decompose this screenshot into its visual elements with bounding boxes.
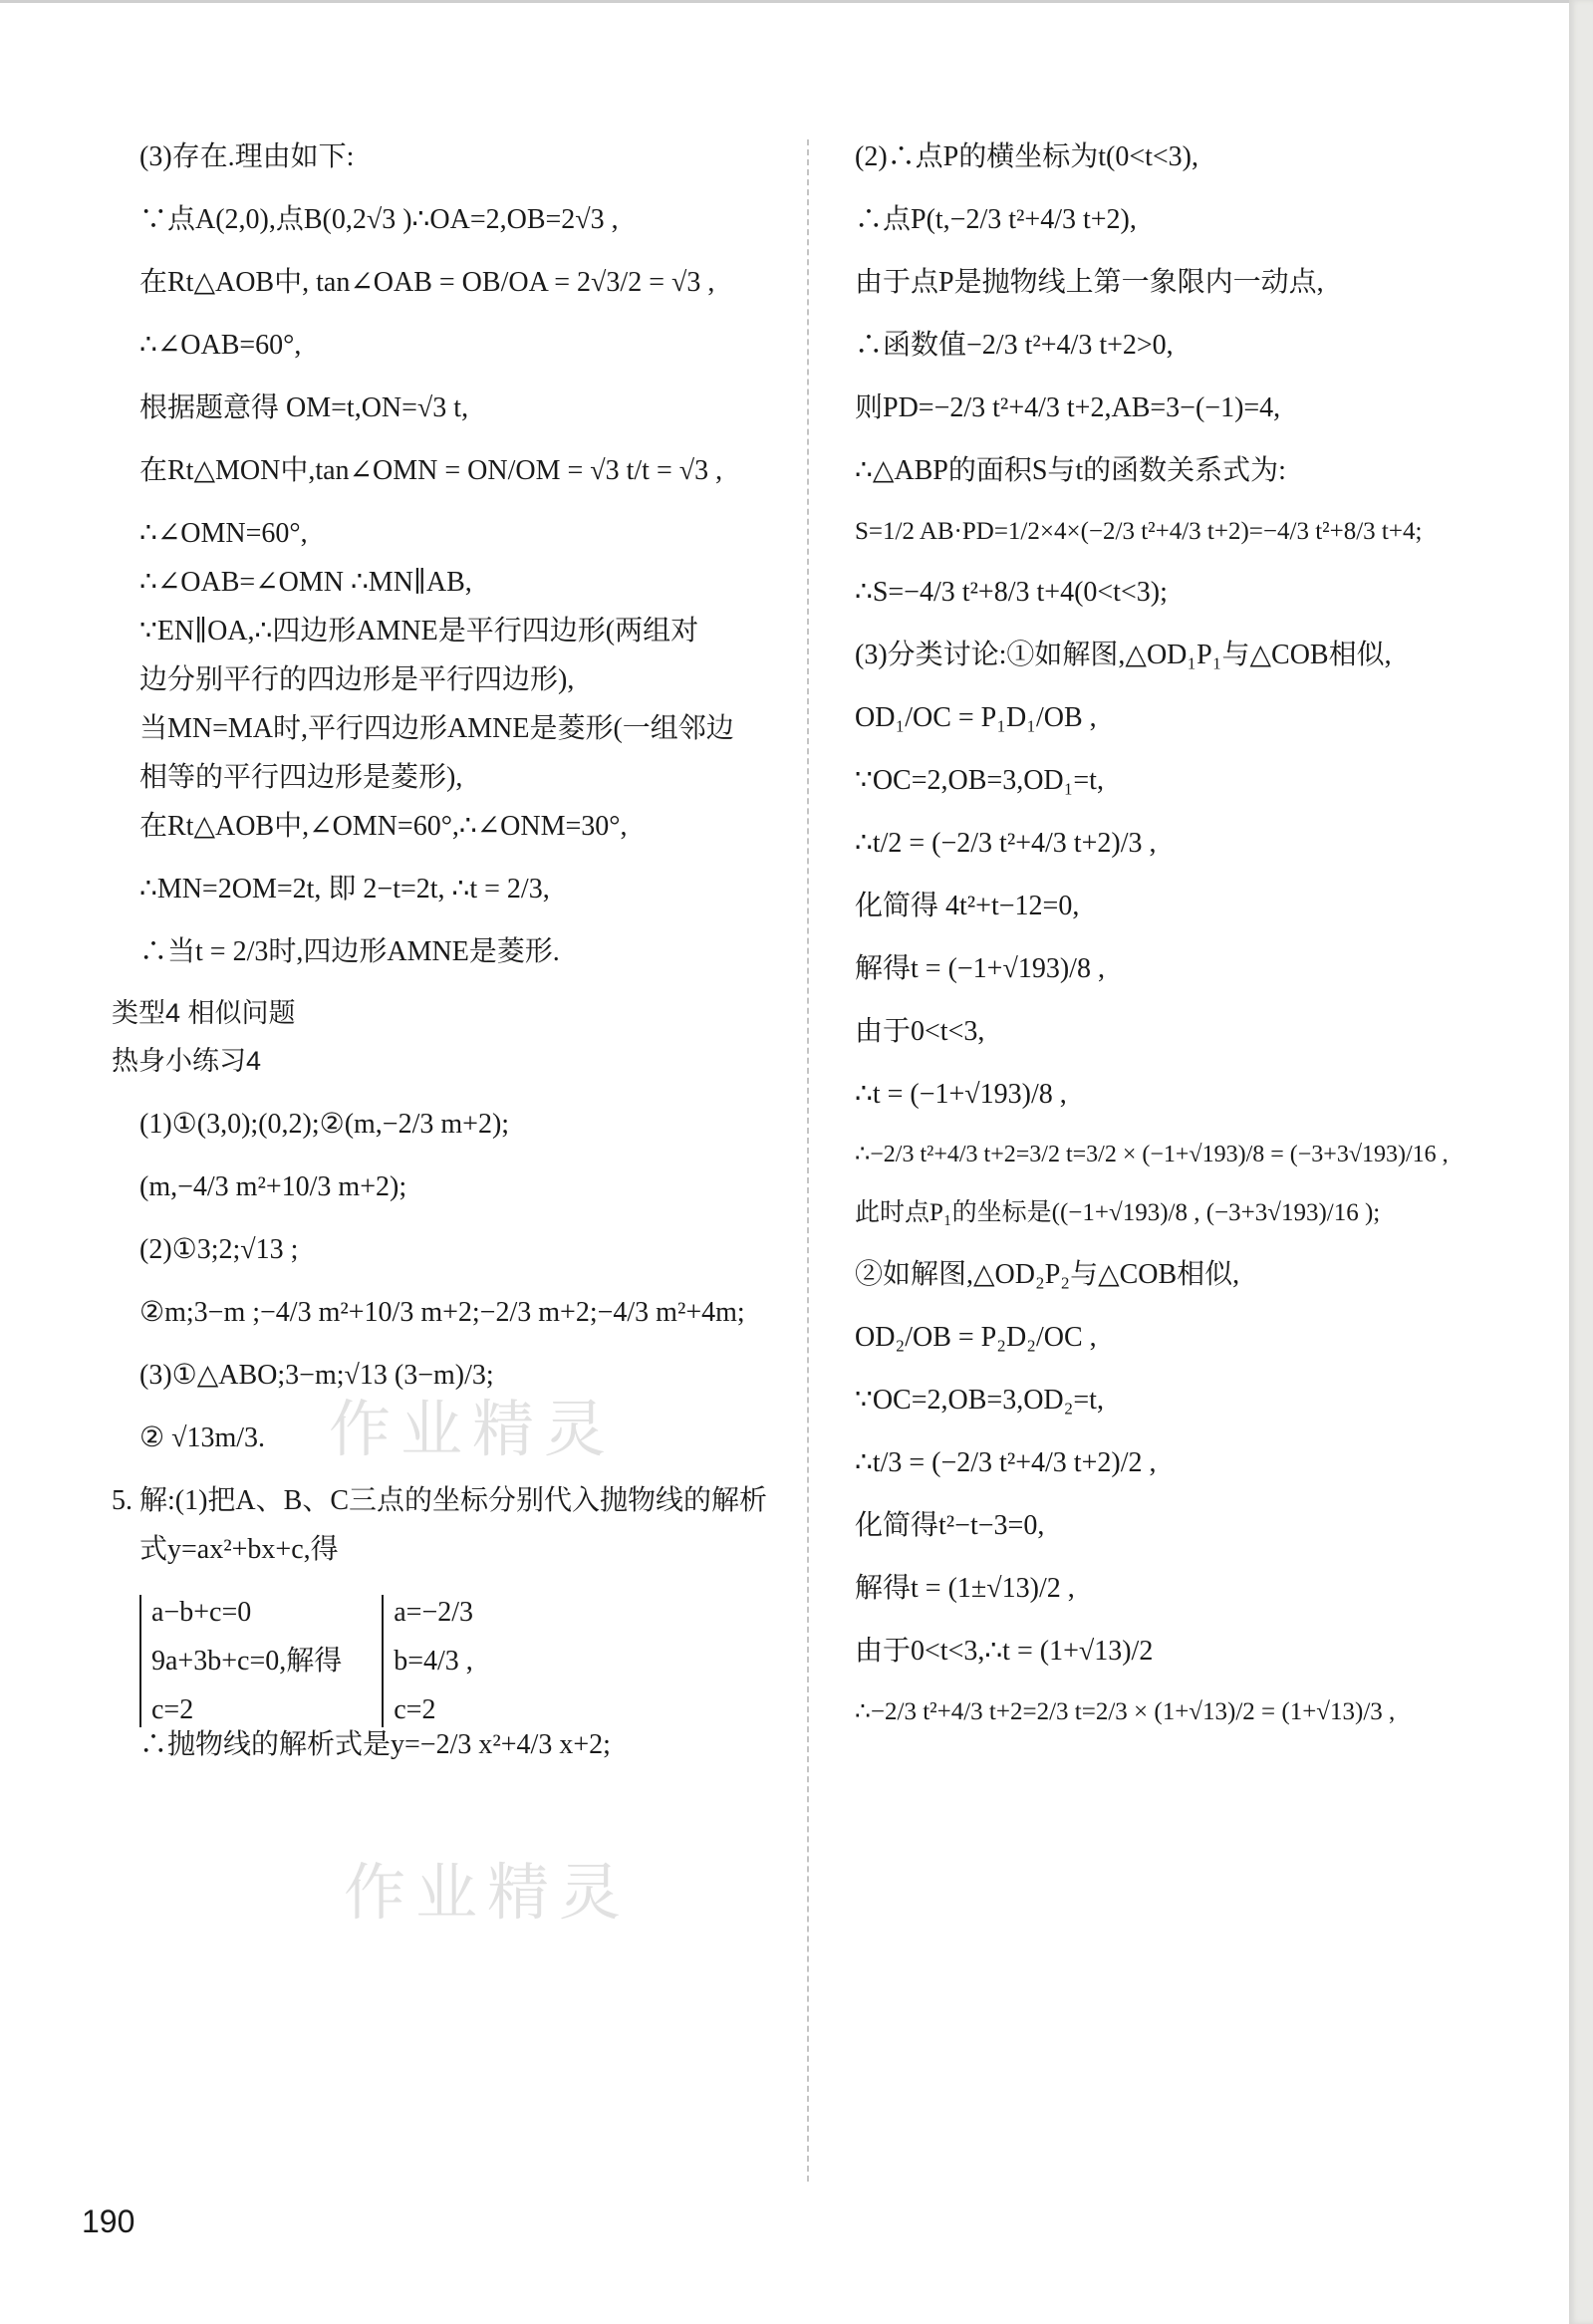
line: ②如解图,△OD₂P₂与△COB相似, [855, 1258, 1240, 1290]
line: c=2 [394, 1693, 436, 1725]
line: ∵OC=2,OB=3,OD₁=t, [855, 765, 1104, 797]
line: (m,−4/3 m²+10/3 m+2); [139, 1170, 407, 1202]
column-divider [807, 139, 809, 2182]
line: 解得t = (−1+√193)/8 , [855, 953, 1105, 985]
line: (3)①△ABO;3−m;√13 (3−m)/3; [139, 1359, 494, 1391]
equation-system [139, 1595, 787, 1727]
line: ∴函数值−2/3 t²+4/3 t+2>0, [855, 330, 1174, 361]
page-number: 190 [82, 2203, 135, 2239]
line: 化简得t²−t−3=0, [855, 1509, 1045, 1541]
system-left [139, 1595, 342, 1727]
system-solution [382, 1595, 473, 1727]
scan-top-edge [0, 0, 1593, 3]
right-column [855, 139, 1492, 1727]
paper-edge [1569, 0, 1593, 2324]
line: ∴当t = 2/3时,四边形AMNE是菱形. [139, 936, 560, 967]
line: 在Rt△MON中,tan∠OMN = ON/OM = √3 t/t = √3 , [139, 455, 723, 486]
line: 此时点P₁的坐标是((−1+√193)/8 , (−3+3√193)/16 ); [855, 1199, 1381, 1227]
line: ∴−2/3 t²+4/3 t+2=2/3 t=2/3 × (1+√13)/2 = (1+√13)/3 , [855, 1697, 1396, 1725]
watermark-1: 作业精灵 [329, 1393, 617, 1465]
line: c=2 [151, 1693, 194, 1725]
line: b=4/3 , [394, 1645, 473, 1677]
line: ∴抛物线的解析式是y=−2/3 x²+4/3 x+2; [139, 1728, 611, 1760]
line: (2)①3;2;√13 ; [139, 1233, 299, 1265]
line: ② √13m/3. [139, 1421, 266, 1453]
line: ∴t = (−1+√193)/8 , [855, 1079, 1067, 1111]
section-heading: 类型4 相似问题 [112, 998, 296, 1028]
line: 在Rt△AOB中, tan∠OAB = OB/OA = 2√3/2 = √3 , [139, 267, 715, 298]
line: ∴△ABP的面积S与t的函数关系式为: [855, 455, 1286, 486]
line: ∵OC=2,OB=3,OD₂=t, [855, 1384, 1104, 1416]
line: S=1/2 AB·PD=1/2×4×(−2/3 t²+4/3 t+2)=−4/3 t²+8/3 t+4; [855, 518, 1423, 545]
line: 式y=ax²+bx+c,得 [139, 1533, 339, 1565]
line: (1)①(3,0);(0,2);②(m,−2/3 m+2); [139, 1108, 510, 1140]
line: ∴S=−4/3 t²+8/3 t+4(0<t<3); [855, 577, 1168, 609]
line: 在Rt△AOB中,∠OMN=60°,∴∠ONM=30°, [139, 811, 628, 842]
line: 则PD=−2/3 t²+4/3 t+2,AB=3−(−1)=4, [855, 392, 1281, 423]
line: a=−2/3 [394, 1596, 474, 1628]
watermark-2: 作业精灵 [344, 1856, 632, 1929]
line: OD₂/OB = P₂D₂/OC , [855, 1321, 1097, 1353]
line: ∴点P(t,−2/3 t²+4/3 t+2), [855, 204, 1137, 235]
line: (3)分类讨论:①如解图,△OD₁P₁与△COB相似, [855, 640, 1392, 671]
line: OD₁/OC = P₁D₁/OB , [855, 702, 1097, 734]
line: 9a+3b+c=0,解得 [151, 1645, 343, 1677]
line: 化简得 4t²+t−12=0, [855, 891, 1080, 922]
line: ∴t/3 = (−2/3 t²+4/3 t+2)/2 , [855, 1446, 1157, 1478]
line: ∴−2/3 t²+4/3 t+2=3/2 t=3/2 × (−1+√193)/8 = (−3+3√193)/16 , [855, 1142, 1449, 1168]
subsection-heading: 热身小练习4 [112, 1045, 262, 1076]
line: ∴∠OAB=∠OMN ∴MN∥AB, [139, 567, 472, 598]
left-column [112, 139, 787, 1762]
line: ∴MN=2OM=2t, 即 2−t=2t, ∴t = 2/3, [139, 874, 550, 904]
line: 由于点P是抛物线上第一象限内一动点, [855, 267, 1324, 298]
line: 相等的平行四边形是菱形), [139, 762, 463, 793]
line: ∵EN∥OA,∴四边形AMNE是平行四边形(两组对 [139, 616, 699, 646]
line: (3)存在.理由如下: [139, 141, 355, 172]
line: (2)∴点P的横坐标为t(0<t<3), [855, 141, 1199, 172]
line: ∴∠OMN=60°, [139, 518, 308, 549]
line: 解得t = (1±√13)/2 , [855, 1572, 1075, 1604]
line: ∴t/2 = (−2/3 t²+4/3 t+2)/3 , [855, 828, 1157, 860]
line: 根据题意得 OM=t,ON=√3 t, [139, 392, 469, 423]
line: ∴∠OAB=60°, [139, 330, 302, 361]
line: 由于0<t<3, [855, 1016, 985, 1048]
line: ②m;3−m ;−4/3 m²+10/3 m+2;−2/3 m+2;−4/3 m²+4m; [139, 1296, 745, 1328]
problem-5-start: 5. 解:(1)把A、B、C三点的坐标分别代入抛物线的解析 [112, 1484, 768, 1516]
line: ∵点A(2,0),点B(0,2√3 )∴OA=2,OB=2√3 , [139, 204, 619, 235]
line: 由于0<t<3,∴t = (1+√13)/2 [855, 1635, 1154, 1667]
line: 当MN=MA时,平行四边形AMNE是菱形(一组邻边 [139, 713, 734, 744]
line: a−b+c=0 [151, 1596, 252, 1628]
line: 边分别平行的四边形是平行四边形), [139, 664, 575, 695]
